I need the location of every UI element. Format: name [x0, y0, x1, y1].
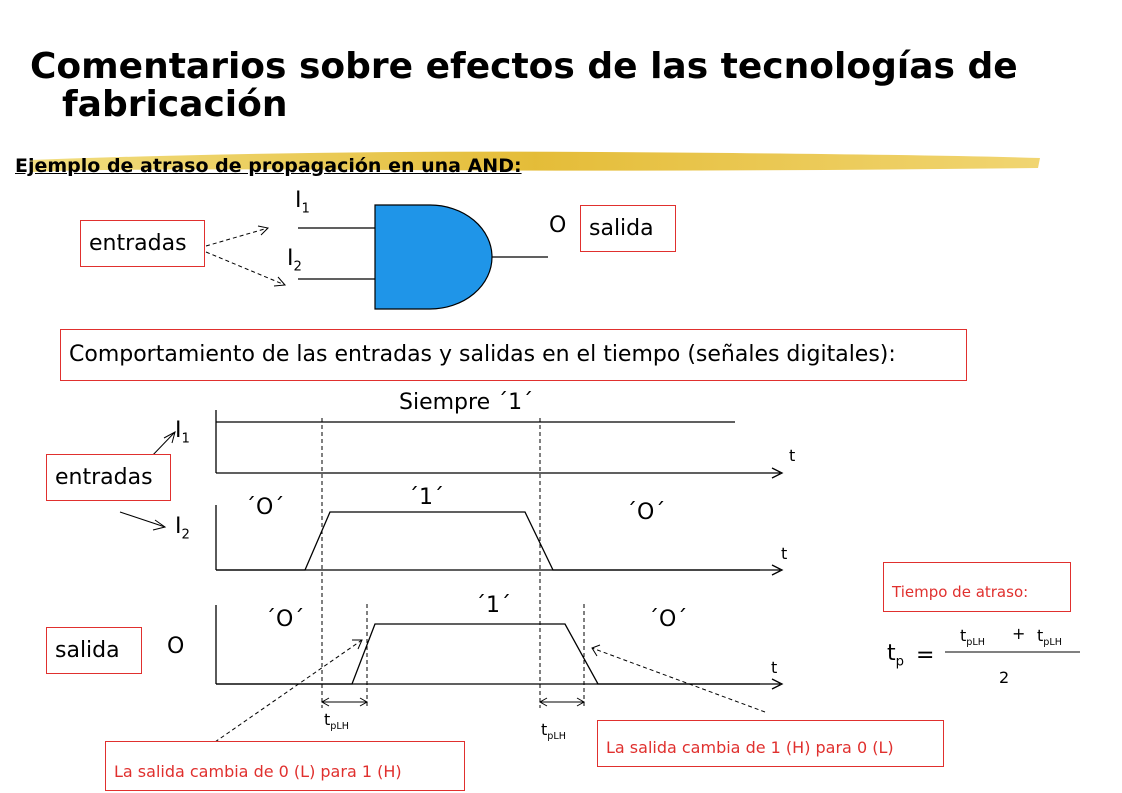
formula-num-a: $t_{pLH}$ [960, 626, 985, 649]
timing-header-box: Comportamiento de las entradas y salidas en el tiempo (señales digitales): [60, 329, 967, 381]
timing-signals [216, 422, 760, 684]
gate-input-arrowheads [258, 226, 285, 286]
note-arrowheads [352, 640, 600, 656]
o-low-right-label: ´O´ [648, 607, 688, 632]
i2-low-right-label: ´O´ [626, 500, 666, 525]
o-signal [216, 624, 760, 684]
gate-output-label: O [549, 213, 567, 238]
formula-title-box: Tiempo de atraso: [883, 562, 1071, 612]
gate-inputs-box: entradas [80, 220, 205, 267]
formula-equals: = [916, 643, 935, 668]
note-fall-box: La salida cambia de 1 (H) para 0 (L) [597, 720, 944, 767]
gate-input-arrows [206, 228, 285, 285]
delay-measures [322, 698, 584, 706]
title-line-1: Comentarios sobre efectos de las tecnologías de [30, 46, 1018, 87]
timing-output-box: salida [46, 627, 142, 674]
slide-title [30, 48, 1100, 124]
i2-signal [216, 512, 760, 570]
formula-lhs: $t_p$ [887, 641, 905, 670]
gate-input1-label: $I_1$ [295, 188, 310, 217]
and-gate [298, 205, 548, 309]
delay-label-right: $t_{pLH}$ [541, 720, 566, 743]
o-low-left-label: ´O´ [265, 607, 305, 632]
title-line-2: fabricación [62, 84, 288, 125]
i2-low-left-label: ´O´ [245, 495, 285, 520]
gate-body [375, 205, 492, 309]
formula-num-b: $t_{pLH}$ [1037, 626, 1062, 649]
i2-axis-t-label: t [781, 544, 788, 563]
formula-denominator: 2 [999, 668, 1010, 687]
i1-always-one-label: Siempre ´1´ [399, 390, 534, 415]
timing-guides [322, 418, 584, 708]
slide-subtitle: Ejemplo de atraso de propagación en una AND: [15, 155, 522, 177]
o-axis-t-label: t [771, 658, 778, 677]
formula-plus: + [1012, 624, 1026, 643]
i2-label: $I_2$ [175, 514, 190, 543]
timing-axes [216, 410, 782, 689]
gate-input2-label: $I_2$ [287, 246, 302, 275]
delay-label-left: $t_{pLH}$ [324, 710, 349, 733]
i1-axis-t-label: t [789, 446, 796, 465]
note-rise-box: La salida cambia de 0 (L) para 1 (H) [105, 741, 465, 791]
gate-output-box: salida [580, 205, 676, 252]
o-label: O [167, 634, 185, 659]
timing-inputs-box: entradas [46, 454, 171, 501]
o-high-label: ´1´ [475, 593, 511, 618]
i1-label: $I_1$ [175, 418, 190, 447]
i2-high-label: ´1´ [408, 485, 444, 510]
